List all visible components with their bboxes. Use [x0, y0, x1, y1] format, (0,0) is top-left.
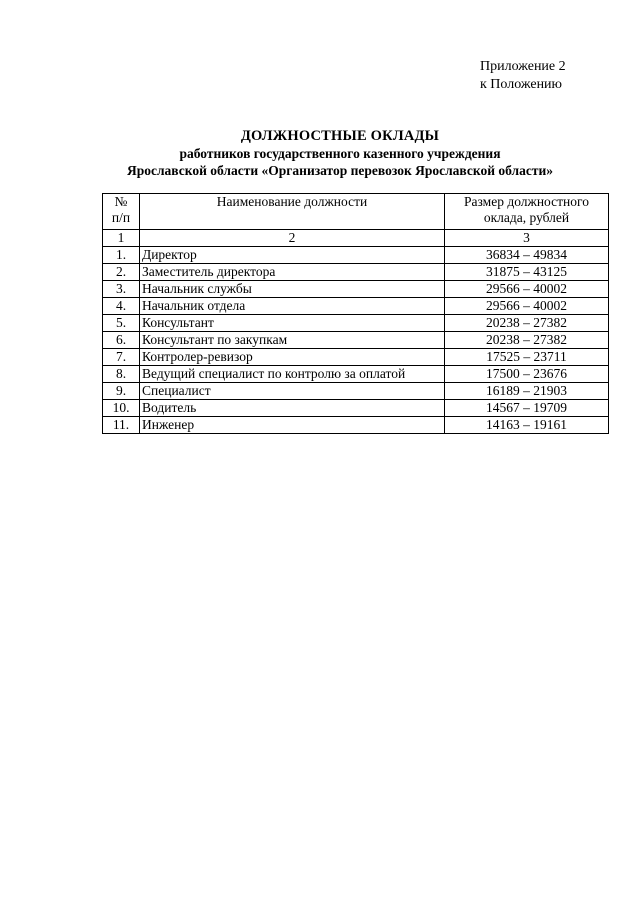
- position-name: Директор: [140, 247, 445, 264]
- header-number-line-2: п/п: [111, 210, 131, 225]
- position-name: Контролер-ревизор: [140, 349, 445, 366]
- salary-range: 14163 – 19161: [445, 417, 609, 434]
- salary-range: 29566 – 40002: [445, 281, 609, 298]
- header-salary-line-1: Размер должностного: [464, 194, 589, 209]
- salary-range: 20238 – 27382: [445, 315, 609, 332]
- table-row: [103, 383, 609, 400]
- position-name: Начальник службы: [140, 281, 445, 298]
- salary-range: 20238 – 27382: [445, 332, 609, 349]
- table-row: [103, 281, 609, 298]
- table-row: [103, 332, 609, 349]
- column-index-row: [103, 230, 609, 247]
- table-row: [103, 417, 609, 434]
- row-number: 2.: [103, 264, 140, 281]
- table-row: [103, 400, 609, 417]
- row-number: 4.: [103, 298, 140, 315]
- salary-range: 36834 – 49834: [445, 247, 609, 264]
- appendix-line-1: Приложение 2: [480, 59, 566, 74]
- header-salary-range: [445, 194, 609, 230]
- column-index-3: 3: [445, 230, 609, 247]
- row-number: 7.: [103, 349, 140, 366]
- title-subtitle-line-2: Ярославской области «Организатор перевозок Ярославской области»: [126, 163, 554, 178]
- table-row: [103, 247, 609, 264]
- table-body: [103, 230, 609, 434]
- position-name: Водитель: [140, 400, 445, 417]
- salary-range: 17525 – 23711: [445, 349, 609, 366]
- position-name: Консультант: [140, 315, 445, 332]
- salary-table: [102, 193, 609, 434]
- column-index-1: 1: [103, 230, 140, 247]
- column-index-2: 2: [140, 230, 445, 247]
- header-salary-line-2: оклада, рублей: [483, 210, 570, 225]
- row-number: 8.: [103, 366, 140, 383]
- appendix-reference: [480, 58, 588, 94]
- header-number-line-1: №: [114, 194, 128, 209]
- position-name: Консультант по закупкам: [140, 332, 445, 349]
- position-name: Специалист: [140, 383, 445, 400]
- table-row: [103, 315, 609, 332]
- header-number: [103, 194, 140, 230]
- row-number: 9.: [103, 383, 140, 400]
- header-position-name: Наименование должности: [140, 194, 445, 230]
- title-subtitle-line-1: работников государственного казенного учреждения: [179, 146, 501, 161]
- salary-range: 14567 – 19709: [445, 400, 609, 417]
- table-row: [103, 264, 609, 281]
- table-row: [103, 349, 609, 366]
- row-number: 3.: [103, 281, 140, 298]
- title-main: ДОЛЖНОСТНЫЕ ОКЛАДЫ: [240, 128, 440, 144]
- table-header-row: [103, 194, 609, 230]
- table-row: [103, 298, 609, 315]
- table-row: [103, 366, 609, 383]
- position-name: Начальник отдела: [140, 298, 445, 315]
- document-title: [90, 127, 590, 179]
- position-name: Инженер: [140, 417, 445, 434]
- row-number: 1.: [103, 247, 140, 264]
- salary-range: 29566 – 40002: [445, 298, 609, 315]
- row-number: 6.: [103, 332, 140, 349]
- row-number: 5.: [103, 315, 140, 332]
- salary-range: 31875 – 43125: [445, 264, 609, 281]
- appendix-line-2: к Положению: [480, 77, 563, 92]
- salary-range: 17500 – 23676: [445, 366, 609, 383]
- position-name: Ведущий специалист по контролю за оплатой: [140, 366, 445, 383]
- row-number: 11.: [103, 417, 140, 434]
- salary-range: 16189 – 21903: [445, 383, 609, 400]
- row-number: 10.: [103, 400, 140, 417]
- position-name: Заместитель директора: [140, 264, 445, 281]
